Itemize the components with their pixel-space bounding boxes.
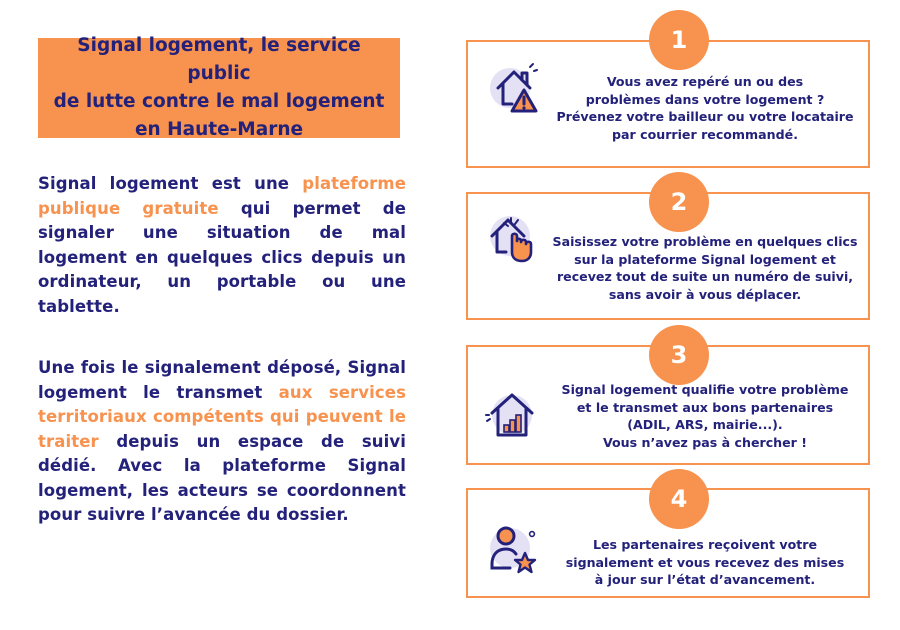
page-title xyxy=(38,32,400,144)
title-banner xyxy=(38,35,400,140)
intro-paragraph-1 xyxy=(38,172,406,319)
step-line: à jour sur l’état d’avancement. xyxy=(594,572,816,587)
step-line: Vous n’avez pas à chercher ! xyxy=(602,434,808,450)
paragraph-text: qui permet de signaler une situation de mal logement en quelques clics depuis un ordinateur, un portable ou une tablette. xyxy=(38,198,407,316)
paragraph-text: Une fois le signalement déposé, Signal logement le transmet xyxy=(38,358,406,402)
step-2-text xyxy=(540,233,870,303)
title-line: Signal logement, le service public xyxy=(77,35,361,84)
step-line: sur la plateforme Signal logement et xyxy=(574,251,836,267)
title-line: de lutte contre le mal logement xyxy=(53,91,385,112)
step-3-text xyxy=(540,381,870,451)
house-click-icon xyxy=(482,206,542,266)
step-line: et le transmet aux bons partenaires xyxy=(576,399,834,415)
step-1-text xyxy=(540,73,870,143)
highlight-text: plateforme publique gratuite xyxy=(38,174,406,218)
step-line: Les partenaires reçoivent votre xyxy=(592,537,818,552)
house-chart-icon xyxy=(482,385,542,445)
house-warning-icon xyxy=(486,58,546,118)
step-line: Saisissez votre problème en quelques clics xyxy=(552,234,858,249)
step-line: Prévenez votre bailleur ou votre locataire xyxy=(556,109,854,124)
step-line: Signal logement qualifie votre problème xyxy=(561,382,849,397)
title-line: en Haute-Marne xyxy=(134,119,304,140)
step-line: (ADIL, ARS, mairie...). xyxy=(627,417,783,432)
person-star-icon xyxy=(484,520,544,580)
highlight-text: aux services territoriaux compétents qui peuvent le traiter xyxy=(38,382,406,451)
step-number-1: 1 xyxy=(649,10,709,70)
step-line: signalement et vous recevez des mises xyxy=(565,554,845,570)
step-line: recevez tout de suite un numéro de suivi, xyxy=(556,269,854,284)
paragraph-text: depuis un espace de suivi dédié. Avec la plateforme Signal logement, les acteurs se coordonnent pour suivre l’avancée du dossier. xyxy=(38,431,406,524)
paragraph-text: Signal logement est une xyxy=(38,174,303,193)
step-line: par courrier recommandé. xyxy=(612,126,798,142)
intro-paragraph-2 xyxy=(38,356,406,528)
step-number-4: 4 xyxy=(649,469,709,529)
step-line: Vous avez repéré un ou des xyxy=(606,74,804,89)
step-number-3: 3 xyxy=(649,325,709,385)
step-line: sans avoir à vous déplacer. xyxy=(608,286,802,302)
step-number-2: 2 xyxy=(649,172,709,232)
step-4-text xyxy=(540,536,870,589)
step-line: problèmes dans votre logement ? xyxy=(585,91,825,107)
